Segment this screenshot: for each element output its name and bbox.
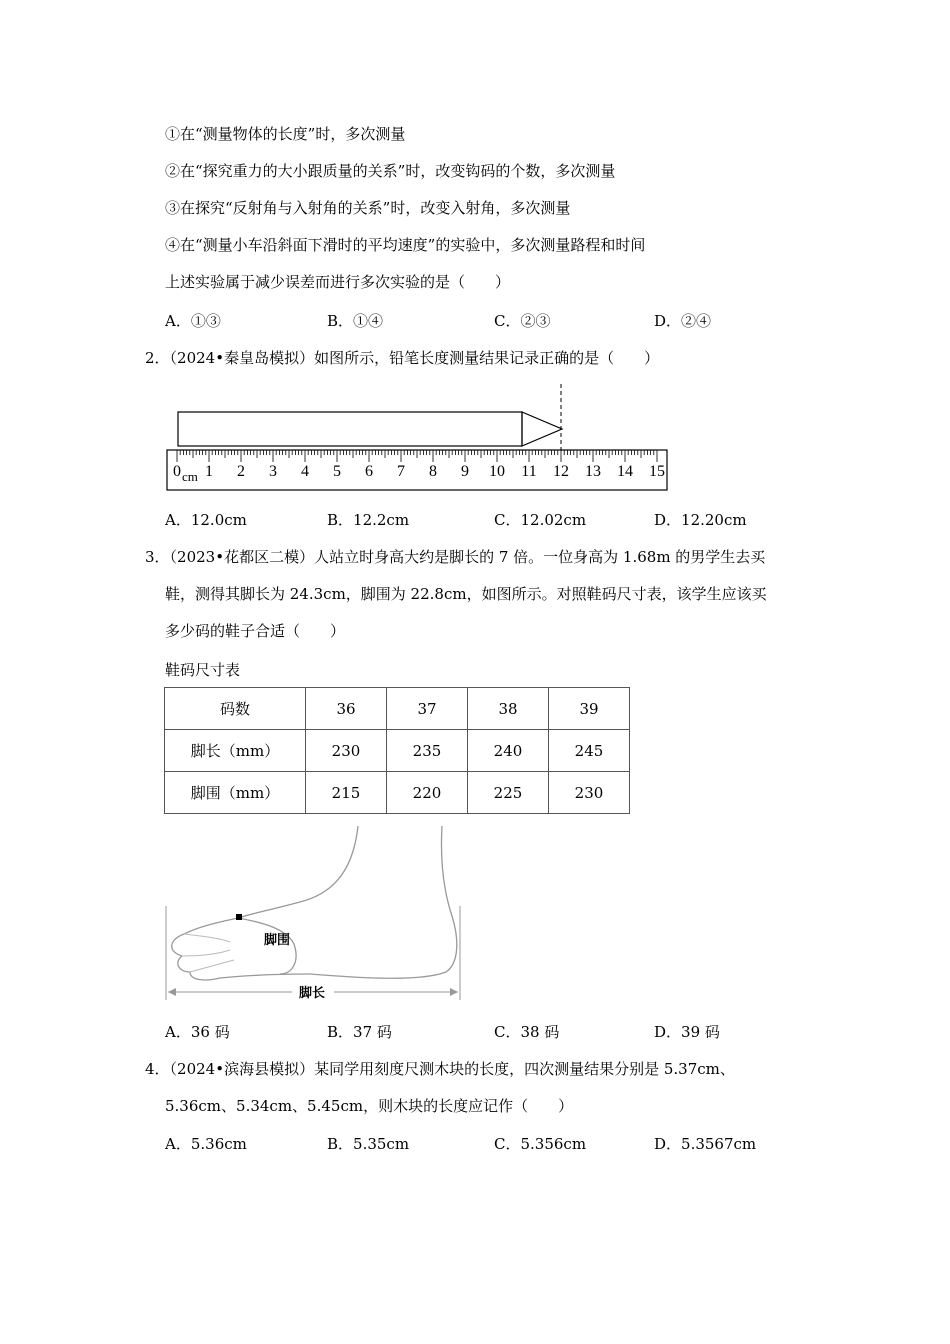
- q1-item-3: ③在探究“反射角与入射角的关系”时，改变入射角，多次测量: [165, 199, 571, 217]
- table-cell: 240: [468, 730, 549, 772]
- table-row: [165, 772, 630, 814]
- table-cell: 38: [468, 688, 549, 730]
- q1-item-1: ①在“测量物体的长度”时，多次测量: [165, 125, 406, 143]
- ruler-label: 7: [397, 463, 405, 480]
- table-row: [165, 730, 630, 772]
- q3-stem-line-3: 多少码的鞋子合适（ ）: [165, 622, 346, 640]
- table-row: [165, 688, 630, 730]
- table-cell: 39: [549, 688, 630, 730]
- ruler-label: 5: [333, 463, 341, 480]
- q3-stem-line-2: 鞋，测得其脚长为 24.3cm，脚围为 22.8cm，如图所示。对照鞋码尺寸表，该学生应该买: [165, 585, 767, 603]
- table-cell: 230: [549, 772, 630, 814]
- q4-option-b: B．5.35cm: [327, 1135, 410, 1153]
- table-cell: 码数: [165, 688, 306, 730]
- q3-option-a: A．36 码: [165, 1023, 230, 1041]
- table-cell: 235: [387, 730, 468, 772]
- q1-option-c: C．②③: [494, 312, 551, 330]
- ruler-label: 3: [269, 463, 277, 480]
- ruler-label: 8: [429, 463, 437, 480]
- q3-option-b: B．37 码: [327, 1023, 392, 1041]
- q3-option-c: C．38 码: [494, 1023, 560, 1041]
- foot-length-label: 脚长: [299, 986, 326, 1001]
- pencil-ruler-figure: [160, 380, 680, 500]
- ruler-unit: cm: [182, 469, 198, 484]
- table-cell: 245: [549, 730, 630, 772]
- q1-option-d: D．②④: [654, 312, 712, 330]
- ruler-label: 13: [585, 463, 601, 480]
- q4-option-c: C．5.356cm: [494, 1135, 587, 1153]
- ruler-label: 1: [205, 463, 213, 480]
- ruler-label: 0: [173, 463, 181, 480]
- q1-option-b: B．①④: [327, 312, 384, 330]
- q1-item-2: ②在“探究重力的大小跟质量的关系”时，改变钩码的个数，多次测量: [165, 162, 616, 180]
- ruler-labels: [173, 463, 665, 480]
- pencil-body: [178, 412, 522, 446]
- q2-option-a: A．12.0cm: [165, 511, 247, 529]
- q2-option-c: C．12.02cm: [494, 511, 587, 529]
- q2-option-d: D．12.20cm: [654, 511, 747, 529]
- ruler-label: 2: [237, 463, 245, 480]
- ruler-label: 12: [553, 463, 569, 480]
- foot-girth-label: 脚围: [264, 933, 291, 948]
- table-cell: 脚围（mm）: [165, 772, 306, 814]
- q1-question: 上述实验属于减少误差而进行多次实验的是（ ）: [165, 273, 511, 291]
- q1-option-a: A．①③: [165, 312, 221, 330]
- table-cell: 36: [306, 688, 387, 730]
- table-cell: 脚长（mm）: [165, 730, 306, 772]
- q3-stem-line-1: 3．（2023•花都区二模）人站立时身高大约是脚长的 7 倍。一位身高为 1.68m 的男学生去买: [145, 548, 766, 566]
- q3-table-caption: 鞋码尺寸表: [165, 661, 241, 679]
- q2-option-b: B．12.2cm: [327, 511, 410, 529]
- table-cell: 37: [387, 688, 468, 730]
- ruler-label: 11: [521, 463, 537, 480]
- table-cell: 230: [306, 730, 387, 772]
- ruler-label: 15: [649, 463, 665, 480]
- shoe-size-table: [164, 687, 630, 814]
- table-cell: 220: [387, 772, 468, 814]
- ruler-label: 14: [617, 463, 633, 480]
- ruler-label: 6: [365, 463, 373, 480]
- ruler-ticks: [177, 450, 657, 462]
- table-cell: 225: [468, 772, 549, 814]
- q4-stem-line-2: 5.36cm、5.34cm、5.45cm，则木块的长度应记作（ ）: [165, 1097, 574, 1115]
- ruler-label: 4: [301, 463, 309, 480]
- ruler-label: 10: [489, 463, 505, 480]
- q1-item-4: ④在“测量小车沿斜面下滑时的平均速度”的实验中，多次测量路程和时间: [165, 236, 646, 254]
- q4-option-a: A．5.36cm: [165, 1135, 247, 1153]
- pencil-tip: [522, 412, 562, 446]
- q4-option-d: D．5.3567cm: [654, 1135, 757, 1153]
- table-cell: 215: [306, 772, 387, 814]
- ruler-label: 9: [461, 463, 469, 480]
- q3-option-d: D．39 码: [654, 1023, 720, 1041]
- foot-figure: [160, 822, 480, 1012]
- q2-stem: 2．（2024•秦皇岛模拟）如图所示，铅笔长度测量结果记录正确的是（ ）: [145, 349, 660, 367]
- q4-stem-line-1: 4．（2024•滨海县模拟）某同学用刻度尺测木块的长度，四次测量结果分别是 5.37cm、: [145, 1060, 735, 1078]
